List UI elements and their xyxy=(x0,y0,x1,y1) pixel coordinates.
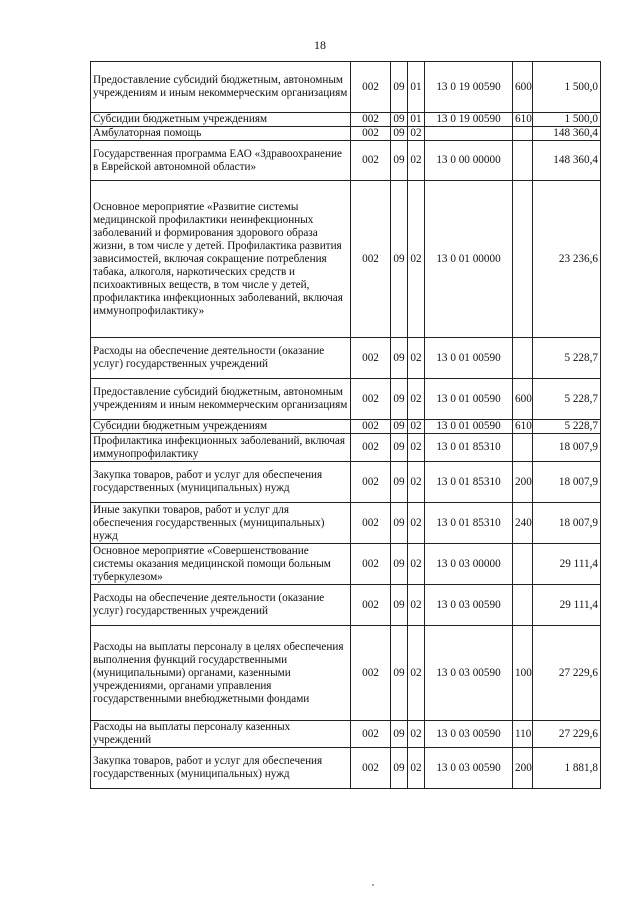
table-row xyxy=(91,379,601,420)
row-amount: 29 111,4 xyxy=(533,585,601,626)
row-target-article-code: 13 0 01 85310 xyxy=(425,462,513,503)
row-amount: 5 228,7 xyxy=(533,379,601,420)
row-grbs-code: 002 xyxy=(351,141,391,181)
row-expense-type-code: 600 xyxy=(513,62,533,113)
table-row xyxy=(91,503,601,544)
table-row xyxy=(91,141,601,181)
row-subsection-code: 02 xyxy=(408,748,425,789)
row-expense-type-code: 600 xyxy=(513,379,533,420)
row-amount: 1 881,8 xyxy=(533,748,601,789)
row-target-article-code: 13 0 00 00000 xyxy=(425,141,513,181)
row-expense-type-code xyxy=(513,338,533,379)
row-expense-type-code xyxy=(513,181,533,338)
row-expense-type-code xyxy=(513,544,533,585)
row-grbs-code: 002 xyxy=(351,420,391,434)
budget-table-body xyxy=(91,62,601,789)
row-target-article-code: 13 0 01 00590 xyxy=(425,379,513,420)
row-grbs-code: 002 xyxy=(351,748,391,789)
table-row xyxy=(91,748,601,789)
row-target-article-code: 13 0 19 00590 xyxy=(425,62,513,113)
row-name: Предоставление субсидий бюджетным, автономным учреждениям и иным некоммерческим организациям xyxy=(91,379,351,420)
table-row xyxy=(91,338,601,379)
row-section-code: 09 xyxy=(391,113,408,127)
row-name: Расходы на обеспечение деятельности (оказание услуг) государственных учреждений xyxy=(91,338,351,379)
row-name: Субсидии бюджетным учреждениям xyxy=(91,113,351,127)
row-amount: 148 360,4 xyxy=(533,127,601,141)
row-target-article-code: 13 0 03 00590 xyxy=(425,721,513,748)
row-amount: 29 111,4 xyxy=(533,544,601,585)
row-name: Государственная программа ЕАО «Здравоохранение в Еврейской автономной области» xyxy=(91,141,351,181)
row-grbs-code: 002 xyxy=(351,113,391,127)
row-amount: 5 228,7 xyxy=(533,420,601,434)
row-grbs-code: 002 xyxy=(351,434,391,462)
row-section-code: 09 xyxy=(391,544,408,585)
row-subsection-code: 02 xyxy=(408,626,425,721)
row-section-code: 09 xyxy=(391,585,408,626)
row-grbs-code: 002 xyxy=(351,62,391,113)
row-amount: 18 007,9 xyxy=(533,462,601,503)
scan-speck xyxy=(372,884,374,886)
table-row xyxy=(91,420,601,434)
row-expense-type-code: 100 xyxy=(513,626,533,721)
row-grbs-code: 002 xyxy=(351,503,391,544)
row-grbs-code: 002 xyxy=(351,462,391,503)
row-section-code: 09 xyxy=(391,379,408,420)
row-name: Расходы на обеспечение деятельности (оказание услуг) государственных учреждений xyxy=(91,585,351,626)
row-grbs-code: 002 xyxy=(351,721,391,748)
table-row xyxy=(91,127,601,141)
row-name: Субсидии бюджетным учреждениям xyxy=(91,420,351,434)
row-expense-type-code: 200 xyxy=(513,462,533,503)
row-amount: 23 236,6 xyxy=(533,181,601,338)
row-section-code: 09 xyxy=(391,338,408,379)
row-target-article-code: 13 0 01 85310 xyxy=(425,434,513,462)
row-grbs-code: 002 xyxy=(351,544,391,585)
row-subsection-code: 02 xyxy=(408,585,425,626)
row-grbs-code: 002 xyxy=(351,626,391,721)
row-target-article-code xyxy=(425,127,513,141)
row-amount: 5 228,7 xyxy=(533,338,601,379)
row-section-code: 09 xyxy=(391,748,408,789)
row-subsection-code: 02 xyxy=(408,141,425,181)
row-name: Иные закупки товаров, работ и услуг для обеспечения государственных (муниципальных) нужд xyxy=(91,503,351,544)
row-expense-type-code: 240 xyxy=(513,503,533,544)
table-row xyxy=(91,626,601,721)
row-subsection-code: 02 xyxy=(408,338,425,379)
row-grbs-code: 002 xyxy=(351,379,391,420)
row-name: Предоставление субсидий бюджетным, автономным учреждениям и иным некоммерческим организациям xyxy=(91,62,351,113)
row-expense-type-code: 200 xyxy=(513,748,533,789)
row-expense-type-code xyxy=(513,141,533,181)
row-section-code: 09 xyxy=(391,181,408,338)
row-grbs-code: 002 xyxy=(351,338,391,379)
row-name: Основное мероприятие «Совершенствование системы оказания медицинской помощи больным туберкулезом» xyxy=(91,544,351,585)
table-row xyxy=(91,721,601,748)
table-row xyxy=(91,462,601,503)
row-grbs-code: 002 xyxy=(351,585,391,626)
row-grbs-code: 002 xyxy=(351,127,391,141)
row-expense-type-code xyxy=(513,127,533,141)
row-section-code: 09 xyxy=(391,721,408,748)
row-section-code: 09 xyxy=(391,62,408,113)
row-subsection-code: 02 xyxy=(408,721,425,748)
row-amount: 1 500,0 xyxy=(533,113,601,127)
row-amount: 1 500,0 xyxy=(533,62,601,113)
row-subsection-code: 02 xyxy=(408,127,425,141)
page-number: 18 xyxy=(314,38,326,52)
row-target-article-code: 13 0 01 00590 xyxy=(425,338,513,379)
row-section-code: 09 xyxy=(391,141,408,181)
row-target-article-code: 13 0 01 00000 xyxy=(425,181,513,338)
row-target-article-code: 13 0 01 85310 xyxy=(425,503,513,544)
row-name: Закупка товаров, работ и услуг для обеспечения государственных (муниципальных) нужд xyxy=(91,748,351,789)
table-row xyxy=(91,434,601,462)
row-name: Расходы на выплаты персоналу в целях обеспечения выполнения функций государственными (муниципальными) органами, казенными учреждениями, органами управления государственными внебюджетными фондами xyxy=(91,626,351,721)
row-section-code: 09 xyxy=(391,434,408,462)
budget-table xyxy=(90,61,601,789)
row-section-code: 09 xyxy=(391,626,408,721)
row-name: Профилактика инфекционных заболеваний, включая иммунопрофилактику xyxy=(91,434,351,462)
row-subsection-code: 02 xyxy=(408,503,425,544)
row-subsection-code: 02 xyxy=(408,379,425,420)
row-section-code: 09 xyxy=(391,420,408,434)
row-subsection-code: 02 xyxy=(408,420,425,434)
table-row xyxy=(91,62,601,113)
row-subsection-code: 02 xyxy=(408,462,425,503)
row-name: Закупка товаров, работ и услуг для обеспечения государственных (муниципальных) нужд xyxy=(91,462,351,503)
row-target-article-code: 13 0 03 00000 xyxy=(425,544,513,585)
row-name: Расходы на выплаты персоналу казенных учреждений xyxy=(91,721,351,748)
row-subsection-code: 01 xyxy=(408,62,425,113)
row-target-article-code: 13 0 03 00590 xyxy=(425,626,513,721)
row-amount: 148 360,4 xyxy=(533,141,601,181)
row-target-article-code: 13 0 01 00590 xyxy=(425,420,513,434)
row-expense-type-code: 110 xyxy=(513,721,533,748)
row-subsection-code: 02 xyxy=(408,181,425,338)
row-expense-type-code xyxy=(513,585,533,626)
row-target-article-code: 13 0 19 00590 xyxy=(425,113,513,127)
row-amount: 27 229,6 xyxy=(533,721,601,748)
row-subsection-code: 02 xyxy=(408,434,425,462)
row-target-article-code: 13 0 03 00590 xyxy=(425,585,513,626)
table-row xyxy=(91,113,601,127)
table-row xyxy=(91,544,601,585)
row-expense-type-code: 610 xyxy=(513,420,533,434)
row-expense-type-code: 610 xyxy=(513,113,533,127)
row-name: Амбулаторная помощь xyxy=(91,127,351,141)
row-section-code: 09 xyxy=(391,503,408,544)
row-grbs-code: 002 xyxy=(351,181,391,338)
row-section-code: 09 xyxy=(391,127,408,141)
table-row xyxy=(91,585,601,626)
row-subsection-code: 01 xyxy=(408,113,425,127)
row-name: Основное мероприятие «Развитие системы медицинской профилактики неинфекционных заболеваний и формирования здорового образа жизни, в том числе у детей. Профилактика развития зависимостей, включая сокращение потребления табака, алкоголя, наркотических средств и психоактивных веществ, в том числе у детей, профилактика инфекционных заболеваний, включая иммунопрофилактику» xyxy=(91,181,351,338)
row-amount: 18 007,9 xyxy=(533,503,601,544)
row-amount: 18 007,9 xyxy=(533,434,601,462)
row-target-article-code: 13 0 03 00590 xyxy=(425,748,513,789)
row-subsection-code: 02 xyxy=(408,544,425,585)
row-expense-type-code xyxy=(513,434,533,462)
table-row xyxy=(91,181,601,338)
row-section-code: 09 xyxy=(391,462,408,503)
row-amount: 27 229,6 xyxy=(533,626,601,721)
